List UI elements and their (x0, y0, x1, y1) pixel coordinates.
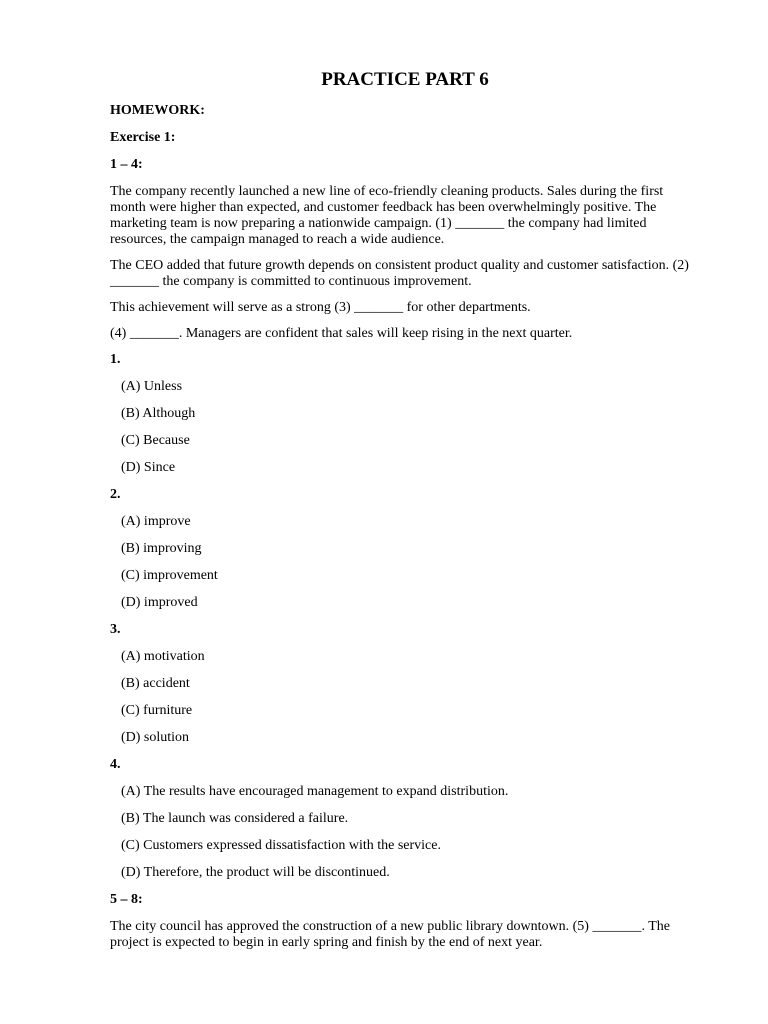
answer-option: (C) Because (121, 433, 190, 448)
answer-option: (A) improve (121, 514, 191, 529)
question-4 (110, 757, 700, 881)
question-range-1-4: 1 – 4: (110, 157, 143, 172)
answer-option: (D) Therefore, the product will be discontinued. (121, 865, 390, 880)
answer-option: (C) Customers expressed dissatisfaction with the service. (121, 838, 441, 853)
passage-paragraph: The CEO added that future growth depends on consistent product quality and customer satisfaction. (2) _______ the company is committed to continuous improvement. (110, 258, 689, 289)
answer-option: (C) improvement (121, 568, 218, 583)
question-3 (110, 622, 700, 746)
document-page (110, 68, 700, 961)
answer-option: (A) The results have encouraged management to expand distribution. (121, 784, 509, 799)
question-1 (110, 352, 700, 476)
page-title: PRACTICE PART 6 (321, 69, 489, 90)
question-number: 3. (110, 622, 121, 637)
answer-option: (B) accident (121, 676, 190, 691)
answer-option: (D) Since (121, 460, 176, 475)
answer-option: (D) improved (121, 595, 198, 610)
passage-paragraph: The company recently launched a new line of eco-friendly cleaning products. Sales during the first month were higher than expected, and customer feedback has been overwhelmingly positive. The marketing team is now preparing a nationwide campaign. (1) _______ the company had limited resources, the campaign managed to reach a wide audience. (110, 184, 664, 247)
exercise-label: Exercise 1: (110, 130, 176, 145)
answer-option: (A) motivation (121, 649, 205, 664)
question-number: 2. (110, 487, 121, 502)
question-range-5-8: 5 – 8: (110, 892, 143, 907)
homework-label: HOMEWORK: (110, 103, 205, 118)
answer-option: (B) The launch was considered a failure. (121, 811, 349, 826)
passage-paragraph: This achievement will serve as a strong (3) _______ for other departments. (110, 300, 531, 315)
question-2 (110, 487, 700, 611)
question-number: 1. (110, 352, 121, 367)
question-number: 4. (110, 757, 121, 772)
answer-option: (D) solution (121, 730, 190, 745)
answer-option: (B) improving (121, 541, 202, 556)
passage-1 (110, 184, 700, 342)
answer-option: (A) Unless (121, 379, 183, 394)
passage-paragraph: (4) _______. Managers are confident that sales will keep rising in the next quarter. (110, 326, 573, 341)
answer-option: (B) Although (121, 406, 196, 421)
answer-option: (C) furniture (121, 703, 193, 718)
passage-2: The city council has approved the construction of a new public library downtown. (5) _______. The project is expected to begin in early spring and finish by the end of next year. (110, 919, 670, 950)
